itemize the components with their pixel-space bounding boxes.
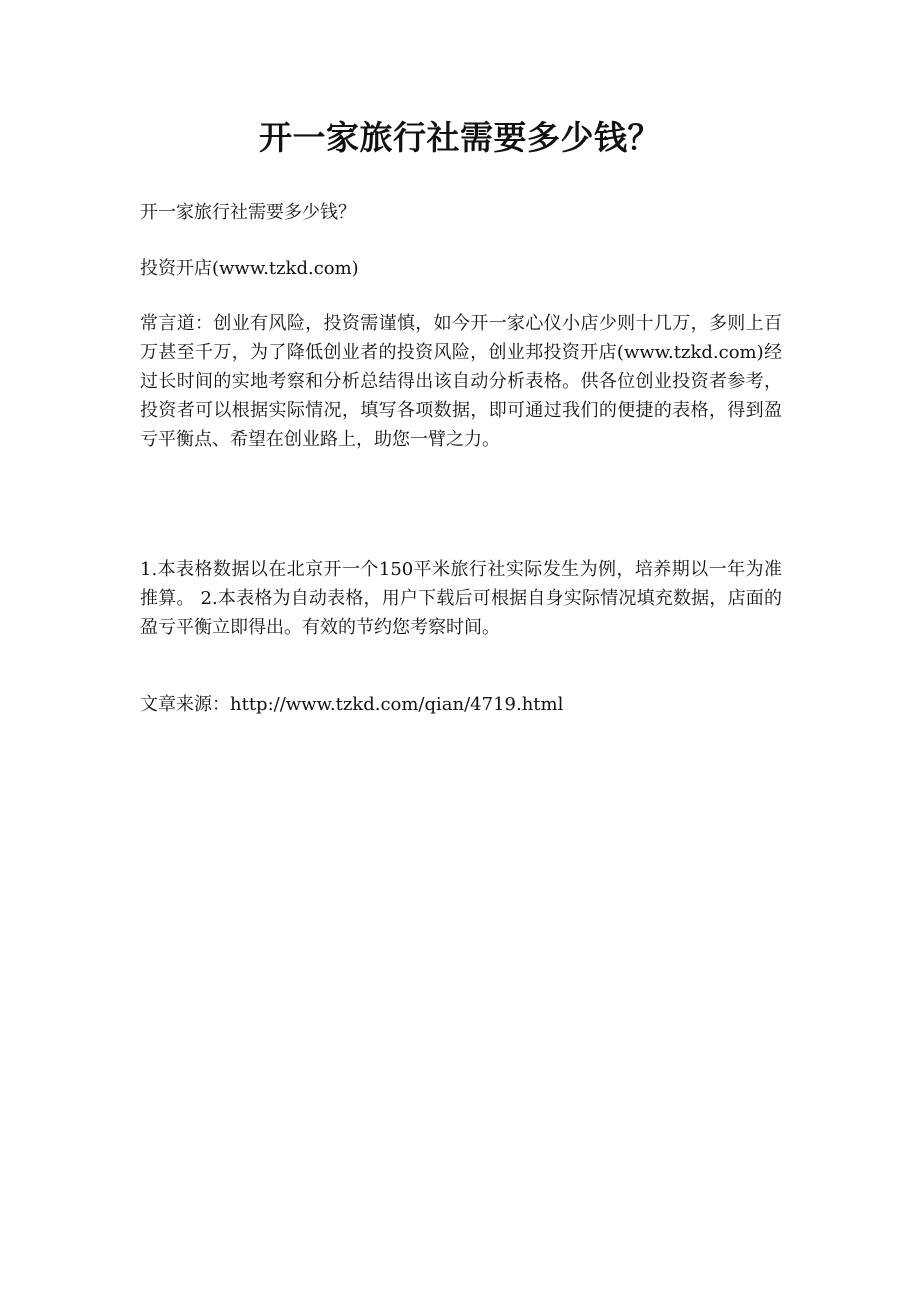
- source-site-paragraph: 投资开店(www.tzkd.com): [140, 258, 359, 279]
- page-title: 开一家旅行社需要多少钱？: [259, 118, 661, 157]
- intro-paragraph: 常言道：创业有风险，投资需谨慎，如今开一家心仪小店少则十几万，多则上百万甚至千万，为了降低创业者的投资风险，创业邦投资开店(www.tzkd.com)经过长时间的实地考察和分析总结得出该自动分析表格。供各位创业投资者参考，投资者可以根据实际情况，填写各项数据，即可通过我们的便捷的表格，得到盈亏平衡点、希望在创业路上，助您一臂之力。: [140, 313, 782, 450]
- article-source-paragraph: 文章来源：http://www.tzkd.com/qian/4719.html: [140, 694, 564, 715]
- notes-paragraph: 1.本表格数据以在北京开一个150平米旅行社实际发生为例，培养期以一年为准推算。 2.本表格为自动表格，用户下载后可根据自身实际情况填充数据，店面的盈亏平衡立即得出。有效的节约您考察时间。: [140, 559, 782, 638]
- subtitle-paragraph: 开一家旅行社需要多少钱？: [140, 202, 356, 223]
